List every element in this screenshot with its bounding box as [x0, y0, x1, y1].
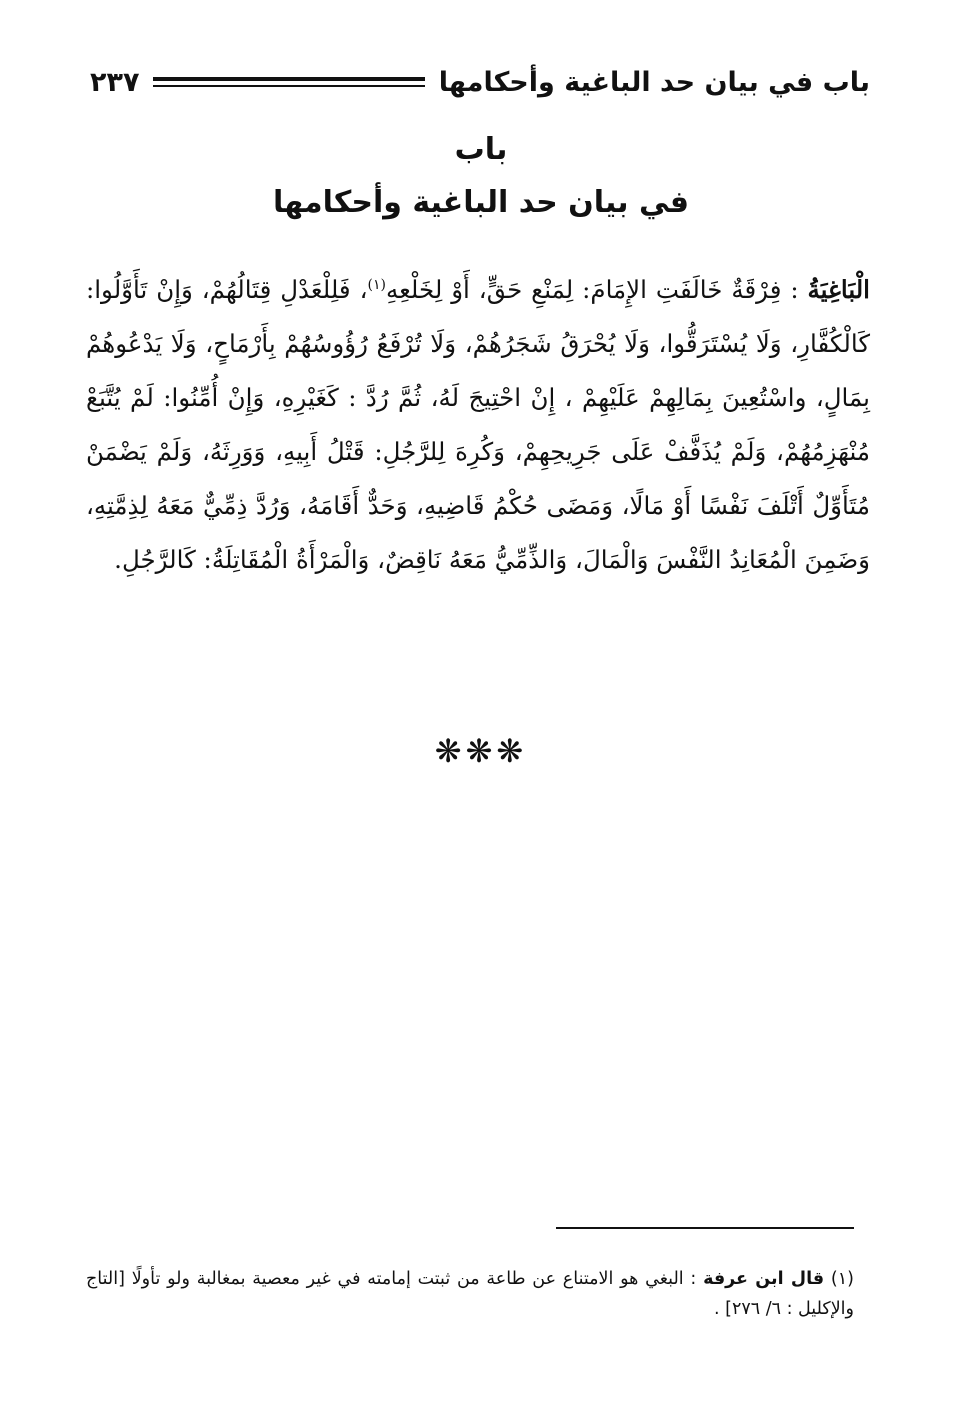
- chapter-label: باب: [454, 132, 508, 167]
- footnote: [86, 1264, 854, 1324]
- footnote-text: : البغي هو الامتناع عن طاعة من ثبتت إمامته في غير معصية بمغالبة ولو تأولًا [التاج والإكليل : ٦/ ٢٧٦] .: [86, 1268, 854, 1319]
- footnote-reference: (١): [367, 276, 386, 293]
- footnote-marker: (١): [830, 1268, 854, 1289]
- running-header: [90, 62, 870, 102]
- body-paragraph: [86, 263, 870, 587]
- footnote-separator-rule: [556, 1227, 854, 1229]
- chapter-title: في بيان حد الباغية وأحكامها: [272, 185, 689, 220]
- header-double-rule: [153, 77, 424, 87]
- defined-term: الْبَاغِيَةُ: [807, 274, 870, 304]
- body-text-part-2: ، فَلِلْعَدْلِ قِتَالُهُمْ، وَإِنْ تَأَوَّلُوا: كَالْكُفَّارِ، وَلَا يُسْتَرَقُّوا، وَلَا يُحْرَقُ شَجَرُهُمْ، وَلَا تُرْفَعُ رُؤُوسُهُمْ بِأَرْمَاحٍ، وَلَا يَدْعُوهُمْ بِمَالٍ، واسْتُعِينَ بِمَالِهِمْ عَلَيْهِمْ ، إِنْ احْتِيجَ لَهُ، ثُمَّ رُدَّ : كَغَيْرِهِ، وَإِنْ أُمِّنُوا: لَمْ يُتَّبَعْ مُنْهَزِمُهُمْ، وَلَمْ يُذَفَّفْ عَلَى جَرِيحِهِمْ، وَكُرِهَ لِلرَّجُلِ: قَتْلُ أَبِيهِ، وَوَرِثَهُ، وَلَمْ يَضْمَنْ مُتَأَوِّلٌ أَتْلَفَ نَفْسًا أَوْ مَالًا، وَمَضَى حُكْمُ قَاضِيهِ، وَحَدٌّ أَقَامَهُ، وَرُدَّ ذِمِّيٌّ مَعَهُ لِذِمَّتِهِ، وَضَمِنَ الْمُعَانِدُ النَّفْسَ وَالْمَالَ، وَالذِّمِّيُّ مَعَهُ نَاقِضٌ، وَالْمَرْأَةُ الْمُقَاتِلَةُ: كَالرَّجُلِ.: [86, 274, 870, 574]
- body-text-part-1: : فِرْقَةٌ خَالَفَتِ الإِمَامَ: لِمَنْعِ حَقٍّ، أَوْ لِخَلْعِهِ: [385, 274, 808, 304]
- section-divider-asterisks: ❋❋❋: [434, 732, 528, 770]
- footnote-source: قال ابن عرفة: [703, 1268, 825, 1289]
- page-number: ٢٣٧: [90, 66, 140, 98]
- running-header-title: باب في بيان حد الباغية وأحكامها: [438, 66, 870, 98]
